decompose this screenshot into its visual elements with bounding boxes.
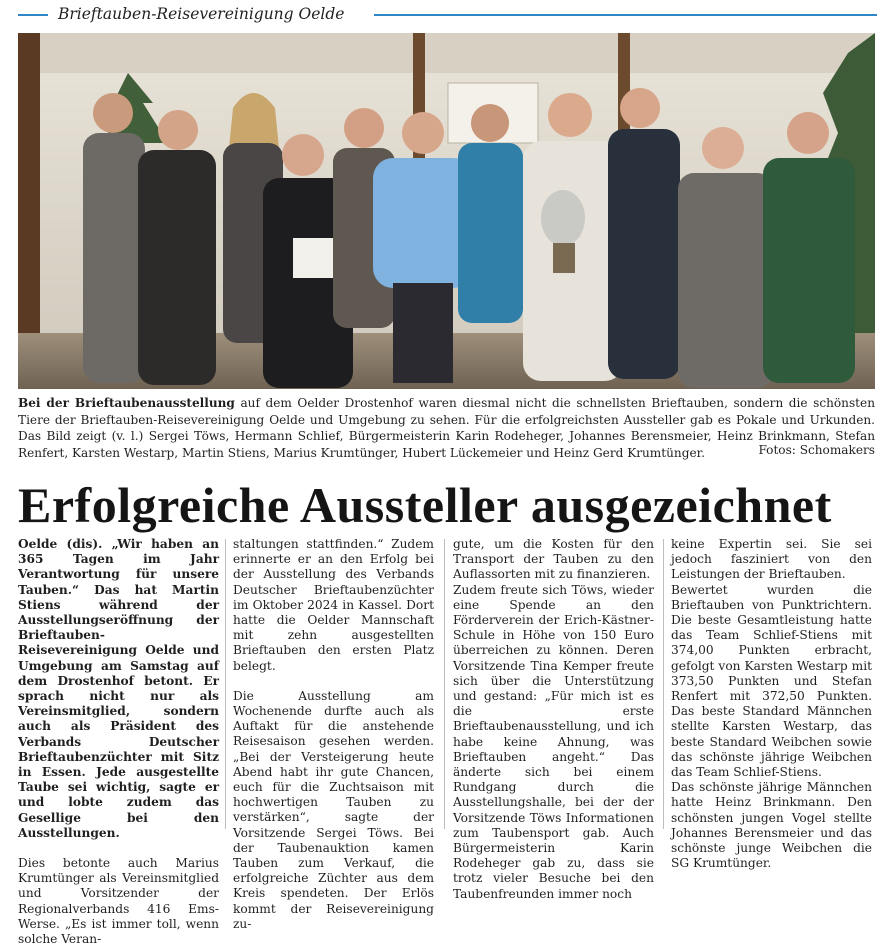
- article-headline: Erfolgreiche Aussteller ausgezeichnet: [18, 477, 832, 533]
- column-divider: [225, 539, 226, 829]
- article-paragraph: Dies betonte auch Marius Krumtünger als Vereinsmitglied und Vorsitzender der Regionalverbands 416 Ems-Werse. „Es ist immer toll, wenn solche Veran-: [18, 856, 219, 947]
- group-photo-image: [18, 33, 875, 389]
- caption-lead: Bei der Brieftaubenausstellung: [18, 396, 235, 410]
- photo-caption: [18, 395, 875, 461]
- article-paragraph: Zudem freute sich Töws, wieder eine Spende an den Förderverein der Erich-Kästner-Schule in Höhe von 150 Euro überreichen zu können. Deren Vorsitzende Tina Kemper freute sich über die Unterstützung und gestand: „Für mich ist es die erste Brieftaubenausstellung, und ich habe keine Ahnung, was Brieftauben angeht.“ Das änderte sich bei einem Rundgang durch die Ausstellungshalle, bei der der Vorsitzende Töws Informationen zum Taubensport gab. Auch Bürgermeisterin Karin Rodeheger gab zu, dass sie trotz vieler Besuche bei den Taubenfreunden immer noch: [453, 582, 654, 901]
- section-rubric: [18, 4, 877, 26]
- rubric-rule-right: [374, 14, 877, 16]
- article-column-1: [18, 537, 219, 947]
- article-paragraph: keine Expertin sei. Sie sei jedoch fasziniert von den Leistungen der Brieftauben.: [671, 537, 872, 582]
- section-title: Brieftauben-Reisevereinigung Oelde: [58, 5, 345, 23]
- photo-credit: Fotos: Schomakers: [758, 443, 875, 457]
- article-lead-paragraph: [18, 537, 219, 841]
- article-paragraph: staltungen stattfinden.“ Zudem erinnerte er an den Erfolg bei der Ausstellung des Verbands Deutscher Brieftaubenzüchter im Oktober 2024 in Kassel. Dort hatte die Oelder Mannschaft mit zehn ausgestellten Brieftauben den ersten Platz belegt.: [233, 537, 434, 673]
- article-column-2: [233, 537, 434, 932]
- rubric-rule-left: [18, 14, 48, 16]
- caption-text: auf dem Oelder Drostenhof waren diesmal nicht die schnellsten Brieftauben, sondern die schönsten Tiere der Brieftauben-Reisevereinigung Oelde und Umgebung zu sehen. Für die erfolgreichsten Aussteller gab es Pokale und Urkunden. Das Bild zeigt (v. l.) Sergei Töws, Hermann Schlief, Bürgermeisterin Karin Rodeheger, Johannes Berensmeier, Heinz Brinkmann, Stefan Renfert, Karsten Westarp, Martin Stiens, Marius Krumtünger, Hubert Lückemeier und Heinz Gerd Krumtünger.: [18, 396, 875, 460]
- article-lead-text: Oelde (dis). „Wir haben an 365 Tagen im Jahr Verantwortung für unsere Tauben.“ Das hat Martin Stiens während der Ausstellungseröffnung der Brieftauben-Reisevereinigung Oelde und Umgebung am Samstag auf dem Drostenhof betont. Er sprach nicht nur als Vereinsmitglied, sondern auch als Präsident des Verbands Deutscher Brieftaubenzüchter mit Sitz in Essen. Jede ausgestellte Taube sei wichtig, sagte er und lobte zudem das Gesellige bei den Ausstellungen.: [18, 537, 219, 840]
- article-column-3: [453, 537, 654, 902]
- article-paragraph: Bewertet wurden die Brieftauben von Punktrichtern. Die beste Gesamtleistung hatte das Team Schlief-Stiens mit 374,00 Punkten erbracht, gefolgt von Karsten Westarp mit 373,50 Punkten und Stefan Renfert mit 372,50 Punkten. Das beste Standard Männchen stellte Karsten Westarp, das beste Standard Weibchen sowie das schönste jährige Weibchen das Team Schlief-Stiens.: [671, 582, 872, 780]
- article-paragraph: Das schönste jährige Männchen hatte Heinz Brinkmann. Den schönsten jungen Vogel stellte Johannes Berensmeier und das schönste junge Weibchen die SG Krumtünger.: [671, 780, 872, 871]
- article-paragraph: gute, um die Kosten für den Transport der Tauben zu den Auflassorten mit zu finanzieren.: [453, 537, 654, 582]
- column-divider: [663, 539, 664, 829]
- article-column-4: [671, 537, 872, 871]
- article-paragraph: Die Ausstellung am Wochenende durfte auch als Auftakt für die anstehende Reisesaison gesehen werden. „Bei der Versteigerung heute Abend habt ihr gute Chancen, euch für die Zuchtsaison mit hochwertigen Tauben zu verstärken“, sagte der Vorsitzende Sergei Töws. Bei der Taubenauktion kamen Tauben zum Verkauf, die erfolgreiche Züchter aus dem Kreis spendeten. Der Erlös kommt der Reisevereinigung zu-: [233, 688, 434, 931]
- column-divider: [444, 539, 445, 829]
- group-photo: [18, 33, 875, 389]
